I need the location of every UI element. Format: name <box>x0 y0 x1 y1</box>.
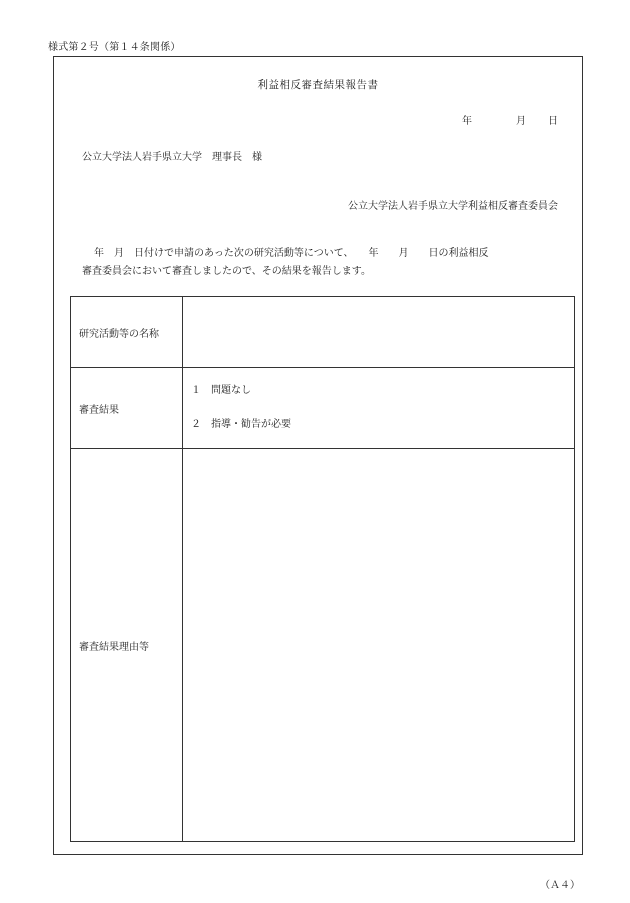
date-day-label: 日 <box>548 116 558 127</box>
result-options-cell <box>183 368 575 449</box>
report-body <box>82 245 558 281</box>
body-line-1: 年 月 日付けで申請のあった次の研究活動等について、 年 月 日の利益相反 <box>94 248 489 259</box>
document-title: 利益相反審査結果報告書 <box>257 79 379 91</box>
table-row-reason <box>71 449 575 842</box>
date-month-label: 月 <box>516 116 526 127</box>
body-line-2: 審査委員会において審査しましたので、その結果を報告します。 <box>82 266 371 277</box>
result-option-no-problem[interactable]: １ 問題なし <box>191 385 251 396</box>
result-label: 審査結果 <box>71 368 183 449</box>
report-date <box>462 112 558 127</box>
addressee: 公立大学法人岩手県立大学 理事長 様 <box>82 152 262 163</box>
committee-name: 公立大学法人岩手県立大学利益相反審査委員会 <box>348 201 558 212</box>
report-frame <box>53 56 583 855</box>
activity-name-label: 研究活動等の名称 <box>71 297 183 368</box>
form-number: 様式第２号（第１４条関係） <box>48 42 181 53</box>
reason-field[interactable] <box>183 449 575 842</box>
date-year-label: 年 <box>462 116 472 127</box>
page-size-label: （Ａ４） <box>540 880 580 891</box>
table-row-result <box>71 368 575 449</box>
reason-label: 審査結果理由等 <box>71 449 183 842</box>
result-option-guidance-required[interactable]: ２ 指導・勧告が必要 <box>191 419 291 430</box>
activity-name-field[interactable] <box>183 297 575 368</box>
table-row-activity-name <box>71 297 575 368</box>
result-table <box>70 296 575 842</box>
